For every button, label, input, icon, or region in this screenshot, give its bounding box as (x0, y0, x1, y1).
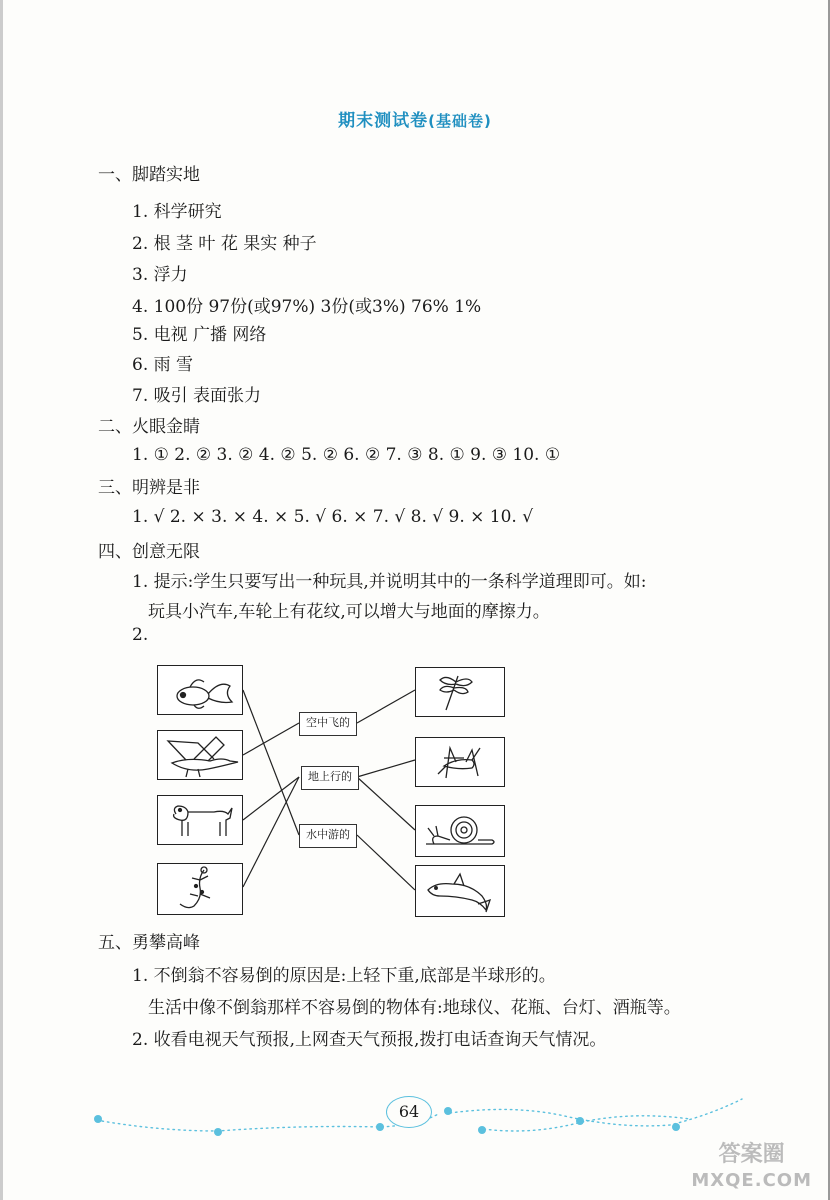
snail-box (415, 805, 505, 857)
s1-item-7: 7. 吸引 表面张力 (132, 386, 262, 406)
s1-item-3: 3. 浮力 (132, 265, 188, 285)
goldfish-icon (158, 666, 242, 714)
lizard-icon (158, 864, 242, 914)
watermark-line-1: 答案圈 (718, 1142, 785, 1167)
s4-item-1-line-2: 玩具小汽车,车轮上有花纹,可以增大与地面的摩擦力。 (148, 602, 550, 622)
dragonfly-box (415, 667, 505, 717)
page-title (0, 106, 830, 131)
dragonfly-icon (416, 668, 504, 716)
s1-item-6: 6. 雨 雪 (132, 355, 194, 375)
grasshopper-box (415, 737, 505, 787)
goldfish-box (157, 665, 243, 715)
section-4-heading: 四、创意无限 (98, 542, 200, 562)
watermark-line-2: MXQE.COM (691, 1170, 812, 1191)
section-5-heading: 五、勇攀高峰 (98, 933, 200, 953)
s5-item-2: 2. 收看电视天气预报,上网查天气预报,拨打电话查询天气情况。 (132, 1030, 607, 1050)
dog-icon (158, 796, 242, 844)
s1-item-2: 2. 根 茎 叶 花 果实 种子 (132, 234, 317, 254)
line-land-snail (357, 777, 415, 830)
label-water: 水中游的 (299, 824, 357, 848)
s5-item-1-line-1: 1. 不倒翁不容易倒的原因是:上轻下重,底部是半球形的。 (132, 966, 556, 986)
section-3-heading: 三、明辨是非 (98, 478, 200, 498)
line-goose-air (243, 723, 299, 755)
matching-diagram (157, 665, 517, 925)
s1-item-5: 5. 电视 广播 网络 (132, 325, 267, 345)
s4-item-1-line-1: 1. 提示:学生只要写出一种玩具,并说明其中的一条科学道理即可。如: (132, 572, 647, 592)
title-main: 期末测试卷 (338, 111, 429, 131)
dolphin-icon (416, 866, 504, 916)
s3-answers: 1. √ 2. × 3. × 4. × 5. √ 6. × 7. √ 8. √ 9. × 10. √ (132, 507, 534, 527)
title-sub: (基础卷) (428, 112, 492, 130)
label-land: 地上行的 (301, 766, 359, 790)
line-air-dragonfly (357, 690, 415, 723)
page-number: 64 (386, 1096, 432, 1128)
lizard-box (157, 863, 243, 915)
s1-item-1: 1. 科学研究 (132, 202, 222, 222)
grasshopper-icon (416, 738, 504, 786)
s1-item-4: 4. 100份 97份(或97%) 3份(或3%) 76% 1% (132, 297, 482, 317)
watermark (691, 1142, 812, 1194)
label-air: 空中飞的 (299, 712, 357, 736)
section-1-heading: 一、脚踏实地 (98, 165, 200, 185)
goose-box (157, 730, 243, 780)
s5-item-1-line-2: 生活中像不倒翁那样不容易倒的物体有:地球仪、花瓶、台灯、酒瓶等。 (148, 998, 681, 1018)
dolphin-box (415, 865, 505, 917)
line-water-dolphin (357, 835, 415, 890)
goose-icon (158, 731, 242, 779)
s4-item-2: 2. (132, 625, 149, 645)
line-lizard-land (243, 777, 299, 887)
snail-icon (416, 806, 504, 856)
s2-answers: 1. ① 2. ② 3. ② 4. ② 5. ② 6. ② 7. ③ 8. ① 9. ③ 10. ① (132, 445, 561, 465)
line-land-grasshopper (357, 760, 415, 777)
dog-box (157, 795, 243, 845)
section-2-heading: 二、火眼金睛 (98, 417, 200, 437)
